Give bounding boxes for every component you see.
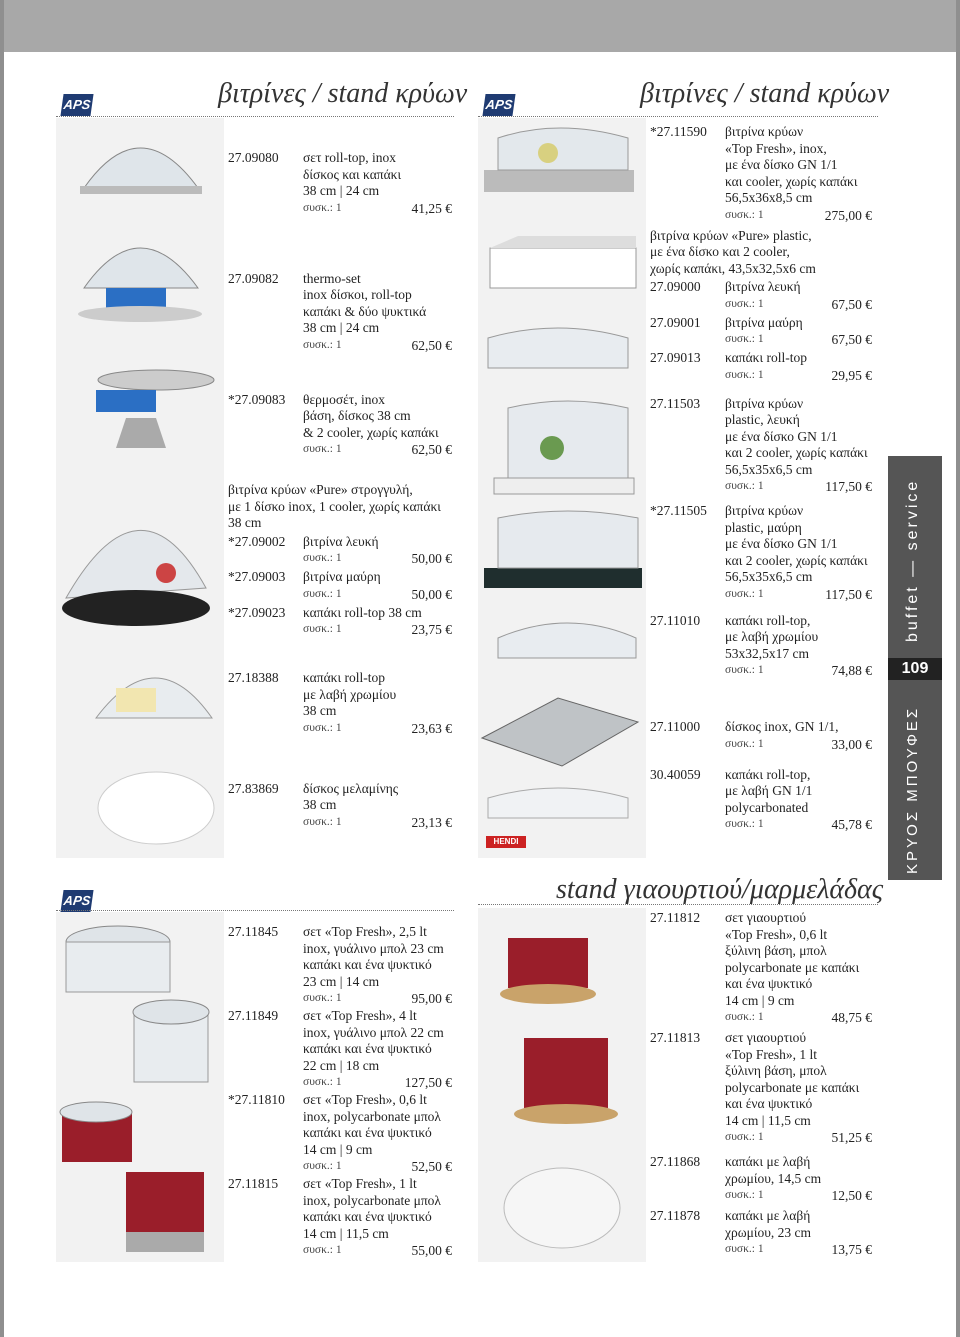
product-code: 27.18388 xyxy=(228,670,279,685)
product-price: 67,50 € xyxy=(831,332,872,347)
product-item xyxy=(650,719,872,753)
product-price: 13,75 € xyxy=(831,1242,872,1257)
pack-label: συσκ.: 1 xyxy=(725,1011,764,1023)
product-code: *27.11810 xyxy=(228,1092,285,1107)
product-item xyxy=(228,670,452,737)
product-description: βιτρίνα μαύρη xyxy=(303,569,381,584)
product-item xyxy=(228,1008,452,1091)
product-description: δίσκος και καπάκι xyxy=(303,166,402,182)
product-price: 50,00 € xyxy=(411,586,452,602)
product-price: 23,13 € xyxy=(411,814,452,830)
pack-label: συσκ.: 1 xyxy=(303,623,342,635)
pack-label: συσκ.: 1 xyxy=(725,737,764,750)
top-fresh-1-image xyxy=(126,1172,204,1252)
product-description: χρωμίου, 23 cm xyxy=(725,1224,812,1240)
product-description: 14 cm | 11,5 cm xyxy=(303,1225,389,1241)
pack-label: συσκ.: 1 xyxy=(725,1189,764,1201)
product-description: polycarbonate με καπάκι xyxy=(725,959,860,975)
pack-row xyxy=(303,814,452,831)
product-description: καπάκι roll-top, xyxy=(725,612,811,628)
lid-image xyxy=(504,1168,620,1248)
product-item xyxy=(650,1208,872,1258)
product-description: χρωμίου, 14,5 cm xyxy=(725,1170,822,1186)
product-price: 48,75 € xyxy=(831,1010,872,1025)
product-description: polycarbonate με καπάκι xyxy=(725,1079,860,1095)
product-item xyxy=(650,910,872,1026)
product-description: και 2 cooler, χωρίς καπάκι xyxy=(725,445,868,460)
product-description: βιτρίνα κρύων xyxy=(725,395,804,411)
product-description: βιτρίνα κρύων xyxy=(725,503,804,518)
product-price: 55,00 € xyxy=(411,1243,452,1258)
product-code: 27.09000 xyxy=(650,279,701,294)
product-price: 74,88 € xyxy=(831,663,872,678)
product-item xyxy=(650,1030,872,1146)
bottom-right-header: stand γιαουρτιού/μαρμελάδας xyxy=(556,874,884,905)
aps-logo-bottom: APS xyxy=(60,890,93,912)
product-description: σετ «Top Fresh», 2,5 lt xyxy=(303,924,427,939)
spacer xyxy=(228,640,452,670)
right-bottom-list xyxy=(650,910,872,1266)
product-description: δίσκος inox, GN 1/1, xyxy=(725,719,839,734)
product-description: 38 cm | 24 cm xyxy=(303,320,380,335)
product-description: καπάκι με λαβή xyxy=(725,1208,811,1223)
top-strip xyxy=(4,0,956,52)
product-price: 62,50 € xyxy=(411,337,452,353)
product-description: καπάκι roll-top 38 cm xyxy=(303,604,422,620)
pack-row xyxy=(303,337,452,354)
group-title-line: χωρίς καπάκι, 43,5x32,5x6 cm xyxy=(650,260,816,276)
pack-label: συσκ.: 1 xyxy=(725,587,764,600)
product-description: 14 cm | 9 cm xyxy=(303,1141,373,1157)
product-description: 22 cm | 18 cm xyxy=(303,1057,380,1073)
product-code: 27.11815 xyxy=(228,1176,279,1191)
white-display-image xyxy=(494,401,634,494)
sidebar-top-text: buffet — service xyxy=(904,478,921,642)
product-item xyxy=(650,503,872,603)
product-item xyxy=(650,767,872,834)
pack-label: συσκ.: 1 xyxy=(725,1243,764,1255)
product-description: με ένα δίσκο GN 1/1 xyxy=(725,157,838,172)
left-top-list xyxy=(228,150,452,839)
product-description: 38 cm | 24 cm xyxy=(303,183,380,198)
header-rule-bottom-left xyxy=(56,910,454,911)
pack-row xyxy=(725,586,872,603)
pack-label: συσκ.: 1 xyxy=(303,1160,342,1172)
pack-row xyxy=(303,586,452,603)
product-description: δίσκος μελαμίνης xyxy=(303,780,399,796)
product-description: θερμοσέτ, inox xyxy=(303,391,385,407)
product-description: και cooler, χωρίς καπάκι xyxy=(725,173,858,189)
left-header: βιτρίνες / stand κρύων xyxy=(218,78,468,109)
header-rule-left xyxy=(56,116,454,117)
group-title-line: με ένα δίσκο και 2 cooler, xyxy=(650,244,790,259)
product-price: 95,00 € xyxy=(411,991,452,1006)
product-item xyxy=(650,315,872,349)
product-item xyxy=(228,924,452,1007)
product-description: 53x32,5x17 cm xyxy=(725,645,809,661)
product-code: 27.09013 xyxy=(650,350,701,365)
product-code: 27.83869 xyxy=(228,780,279,796)
product-description: plastic, λευκή xyxy=(725,412,800,427)
pack-row xyxy=(725,662,872,679)
hendi-logo: HENDI xyxy=(486,836,526,848)
product-description: με λαβή GN 1/1 xyxy=(725,783,813,798)
product-item xyxy=(650,1154,872,1204)
pack-label: συσκ.: 1 xyxy=(303,552,342,564)
pack-label: συσκ.: 1 xyxy=(725,818,764,830)
group-title xyxy=(650,228,872,278)
product-price: 127,50 € xyxy=(404,1075,452,1090)
product-description: καπάκι roll-top xyxy=(303,670,385,685)
product-code: 27.11868 xyxy=(650,1154,701,1169)
product-description: 14 cm | 9 cm xyxy=(725,992,795,1008)
melamine-plate-image xyxy=(98,772,214,844)
product-description: βιτρίνα κρύων xyxy=(725,124,804,139)
yogurt-06-image xyxy=(500,938,596,1004)
product-price: 23,75 € xyxy=(411,622,452,637)
product-description: σετ roll-top, inox xyxy=(303,150,396,165)
product-description: inox δίσκοι, roll-top xyxy=(303,287,412,302)
pack-row xyxy=(725,1009,872,1026)
pack-row xyxy=(303,1074,452,1091)
product-description: inox, γυάλινο μπολ 22 cm xyxy=(303,1024,444,1040)
product-description: καπάκι με λαβή xyxy=(725,1154,811,1169)
product-item xyxy=(228,1176,452,1259)
pack-row xyxy=(303,990,452,1007)
product-description: 56,5x36x8,5 cm xyxy=(725,190,813,205)
product-code: 27.09082 xyxy=(228,270,279,286)
pack-label: συσκ.: 1 xyxy=(725,664,764,676)
product-code: 27.11813 xyxy=(650,1030,701,1045)
product-description: καπάκι και ένα ψυκτικό xyxy=(303,1041,432,1056)
product-description: ξύλινη βάση, μπολ xyxy=(725,943,827,958)
product-description: «Top Fresh», 0,6 lt xyxy=(725,926,828,942)
product-code: 27.11503 xyxy=(650,395,701,411)
product-code: *27.11505 xyxy=(650,503,707,518)
pack-row xyxy=(303,200,452,217)
pack-label: συσκ.: 1 xyxy=(725,208,764,221)
product-item xyxy=(228,605,452,639)
product-price: 45,78 € xyxy=(831,817,872,832)
pack-row xyxy=(725,1241,872,1258)
product-code: *27.11590 xyxy=(650,124,707,139)
product-price: 12,50 € xyxy=(831,1188,872,1203)
bottom-left-images xyxy=(56,912,224,1262)
bottom-right-images xyxy=(478,908,646,1262)
pack-row xyxy=(303,550,452,567)
product-description: inox, polycarbonate μπολ xyxy=(303,1192,441,1208)
product-item xyxy=(228,534,452,568)
pack-label: συσκ.: 1 xyxy=(303,201,342,214)
product-code: 30.40059 xyxy=(650,766,701,782)
left-bottom-list xyxy=(228,924,452,1260)
pack-label: συσκ.: 1 xyxy=(303,815,342,828)
group-title-line: βιτρίνα κρύων «Pure» plastic, xyxy=(650,227,812,243)
product-description: σετ γιαουρτιού xyxy=(725,1030,807,1045)
black-display-image xyxy=(484,511,642,588)
product-item xyxy=(228,569,452,603)
product-description: polycarbonated xyxy=(725,799,809,815)
product-item xyxy=(650,279,872,313)
pack-label: συσκ.: 1 xyxy=(303,721,342,734)
product-code: 27.09001 xyxy=(650,314,701,330)
right-top-list xyxy=(650,124,872,841)
pack-row xyxy=(725,331,872,348)
product-price: 275,00 € xyxy=(824,207,872,223)
pack-label: συσκ.: 1 xyxy=(725,368,764,381)
pack-row xyxy=(303,441,452,458)
polycarbonate-lid-image xyxy=(488,788,628,818)
spacer xyxy=(650,386,872,396)
group-title xyxy=(228,482,452,532)
product-description: και ένα ψυκτικό xyxy=(725,976,813,991)
product-code: 27.11878 xyxy=(650,1208,701,1223)
product-price: 51,25 € xyxy=(831,1130,872,1145)
product-code: *27.09023 xyxy=(228,604,286,620)
product-description: βάση, δίσκος 38 cm xyxy=(303,408,411,423)
left-product-images xyxy=(56,118,224,858)
product-item xyxy=(650,396,872,496)
product-code: 27.09080 xyxy=(228,150,279,165)
product-code: *27.09003 xyxy=(228,569,286,584)
product-description: με ένα δίσκο GN 1/1 xyxy=(725,428,838,444)
product-item xyxy=(228,1092,452,1175)
product-code: 27.11849 xyxy=(228,1008,279,1023)
product-price: 23,63 € xyxy=(411,720,452,736)
pack-row xyxy=(725,478,872,495)
product-description: με ένα δίσκο GN 1/1 xyxy=(725,536,838,551)
rolltop-lid-image xyxy=(488,328,628,368)
product-price: 29,95 € xyxy=(831,367,872,383)
product-item xyxy=(650,124,872,224)
pack-label: συσκ.: 1 xyxy=(725,480,764,492)
pack-label: συσκ.: 1 xyxy=(303,992,342,1004)
right-product-images xyxy=(478,118,646,858)
product-description: inox, γυάλινο μπολ 23 cm xyxy=(303,940,444,956)
top-fresh-25-image xyxy=(66,926,170,992)
product-description: 14 cm | 11,5 cm xyxy=(725,1112,811,1128)
pack-row xyxy=(725,207,872,224)
product-description: καπάκι roll-top, xyxy=(725,766,811,782)
product-description: καπάκι και ένα ψυκτικό xyxy=(303,1209,432,1224)
product-description: βιτρίνα λευκή xyxy=(725,279,801,294)
aps-logo: APS xyxy=(60,94,93,116)
pack-row xyxy=(725,1187,872,1204)
product-description: σετ «Top Fresh», 1 lt xyxy=(303,1176,417,1191)
product-price: 117,50 € xyxy=(825,586,872,602)
product-item xyxy=(228,781,452,831)
product-description: βιτρίνα λευκή xyxy=(303,533,379,549)
product-code: *27.09083 xyxy=(228,391,286,407)
top-fresh-4-image xyxy=(133,1000,209,1082)
product-price: 67,50 € xyxy=(831,296,872,312)
product-price: 117,50 € xyxy=(825,479,872,494)
product-description: με λαβή χρωμίου xyxy=(303,686,397,702)
product-description: βιτρίνα μαύρη xyxy=(725,314,803,330)
group-title-line: βιτρίνα κρύων «Pure» στρογγυλή, xyxy=(228,482,413,497)
pack-row xyxy=(725,1129,872,1146)
product-description: & 2 cooler, χωρίς καπάκι xyxy=(303,424,439,440)
pack-row xyxy=(303,720,452,737)
pack-row xyxy=(303,621,452,638)
sidebar-bottom-text: ΚΡΥΟΣ ΜΠΟΥΦΕΣ xyxy=(904,705,921,874)
aps-logo-right: APS xyxy=(482,94,515,116)
product-description: καπάκι και ένα ψυκτικό xyxy=(303,957,432,972)
product-description: σετ «Top Fresh», 0,6 lt xyxy=(303,1092,427,1107)
pack-label: συσκ.: 1 xyxy=(725,1131,764,1143)
right-header: βιτρίνες / stand κρύων xyxy=(640,78,890,109)
product-code: 27.11000 xyxy=(650,719,701,734)
group-title-line: 38 cm xyxy=(228,515,262,530)
product-description: και 2 cooler, χωρίς καπάκι xyxy=(725,552,868,568)
pack-label: συσκ.: 1 xyxy=(725,333,764,345)
product-item xyxy=(228,392,452,459)
product-description: καπάκι & δύο ψυκτικά xyxy=(303,303,427,319)
product-description: καπάκι roll-top xyxy=(725,350,807,365)
pack-row xyxy=(725,816,872,833)
pack-label: συσκ.: 1 xyxy=(303,1244,342,1256)
pack-label: συσκ.: 1 xyxy=(303,443,342,455)
product-description: σετ «Top Fresh», 4 lt xyxy=(303,1008,417,1023)
product-item xyxy=(228,150,452,217)
top-fresh-06-image xyxy=(60,1102,132,1162)
product-price: 41,25 € xyxy=(411,200,452,216)
product-description: με λαβή χρωμίου xyxy=(725,629,819,644)
product-description: 23 cm | 14 cm xyxy=(303,973,380,989)
product-code: 27.11010 xyxy=(650,612,701,628)
product-description: plastic, μαύρη xyxy=(725,519,802,535)
product-description: σετ γιαουρτιού xyxy=(725,910,807,925)
product-description: «Top Fresh», 1 lt xyxy=(725,1046,818,1062)
pack-label: συσκ.: 1 xyxy=(303,587,342,600)
pack-row xyxy=(303,1242,452,1259)
pack-label: συσκ.: 1 xyxy=(303,1076,342,1088)
pure-plastic-image xyxy=(490,236,636,288)
product-price: 62,50 € xyxy=(411,442,452,457)
product-code: *27.09002 xyxy=(228,533,286,549)
product-item xyxy=(228,271,452,354)
pack-label: συσκ.: 1 xyxy=(303,338,342,351)
product-description: thermo-set xyxy=(303,270,361,286)
pack-row xyxy=(725,367,872,384)
product-description: 56,5x35x6,5 cm xyxy=(725,461,813,477)
product-item xyxy=(650,613,872,680)
page-number: 109 xyxy=(888,658,942,680)
pack-row xyxy=(303,1158,452,1175)
product-price: 33,00 € xyxy=(831,736,872,752)
product-description: 56,5x35x6,5 cm xyxy=(725,569,813,584)
product-price: 50,00 € xyxy=(411,551,452,566)
header-rule-right xyxy=(478,116,878,117)
product-price: 52,50 € xyxy=(411,1159,452,1174)
yogurt-1-image xyxy=(514,1038,618,1124)
group-title-line: με 1 δίσκο inox, 1 cooler, χωρίς καπάκι xyxy=(228,498,441,514)
pack-row xyxy=(725,296,872,313)
product-description: «Top Fresh», inox, xyxy=(725,140,827,156)
top-fresh-inox-image xyxy=(484,128,634,192)
product-description: καπάκι και ένα ψυκτικό xyxy=(303,1125,432,1140)
pack-label: συσκ.: 1 xyxy=(725,297,764,310)
product-description: 38 cm xyxy=(303,703,337,718)
pack-row xyxy=(725,736,872,753)
product-description: και ένα ψυκτικό xyxy=(725,1096,813,1111)
product-description: inox, polycarbonate μπολ xyxy=(303,1108,441,1124)
product-code: 27.11812 xyxy=(650,910,701,925)
product-description: 38 cm xyxy=(303,797,337,812)
product-item xyxy=(650,350,872,384)
product-description: ξύλινη βάση, μπολ xyxy=(725,1063,827,1078)
product-code: 27.11845 xyxy=(228,924,279,939)
